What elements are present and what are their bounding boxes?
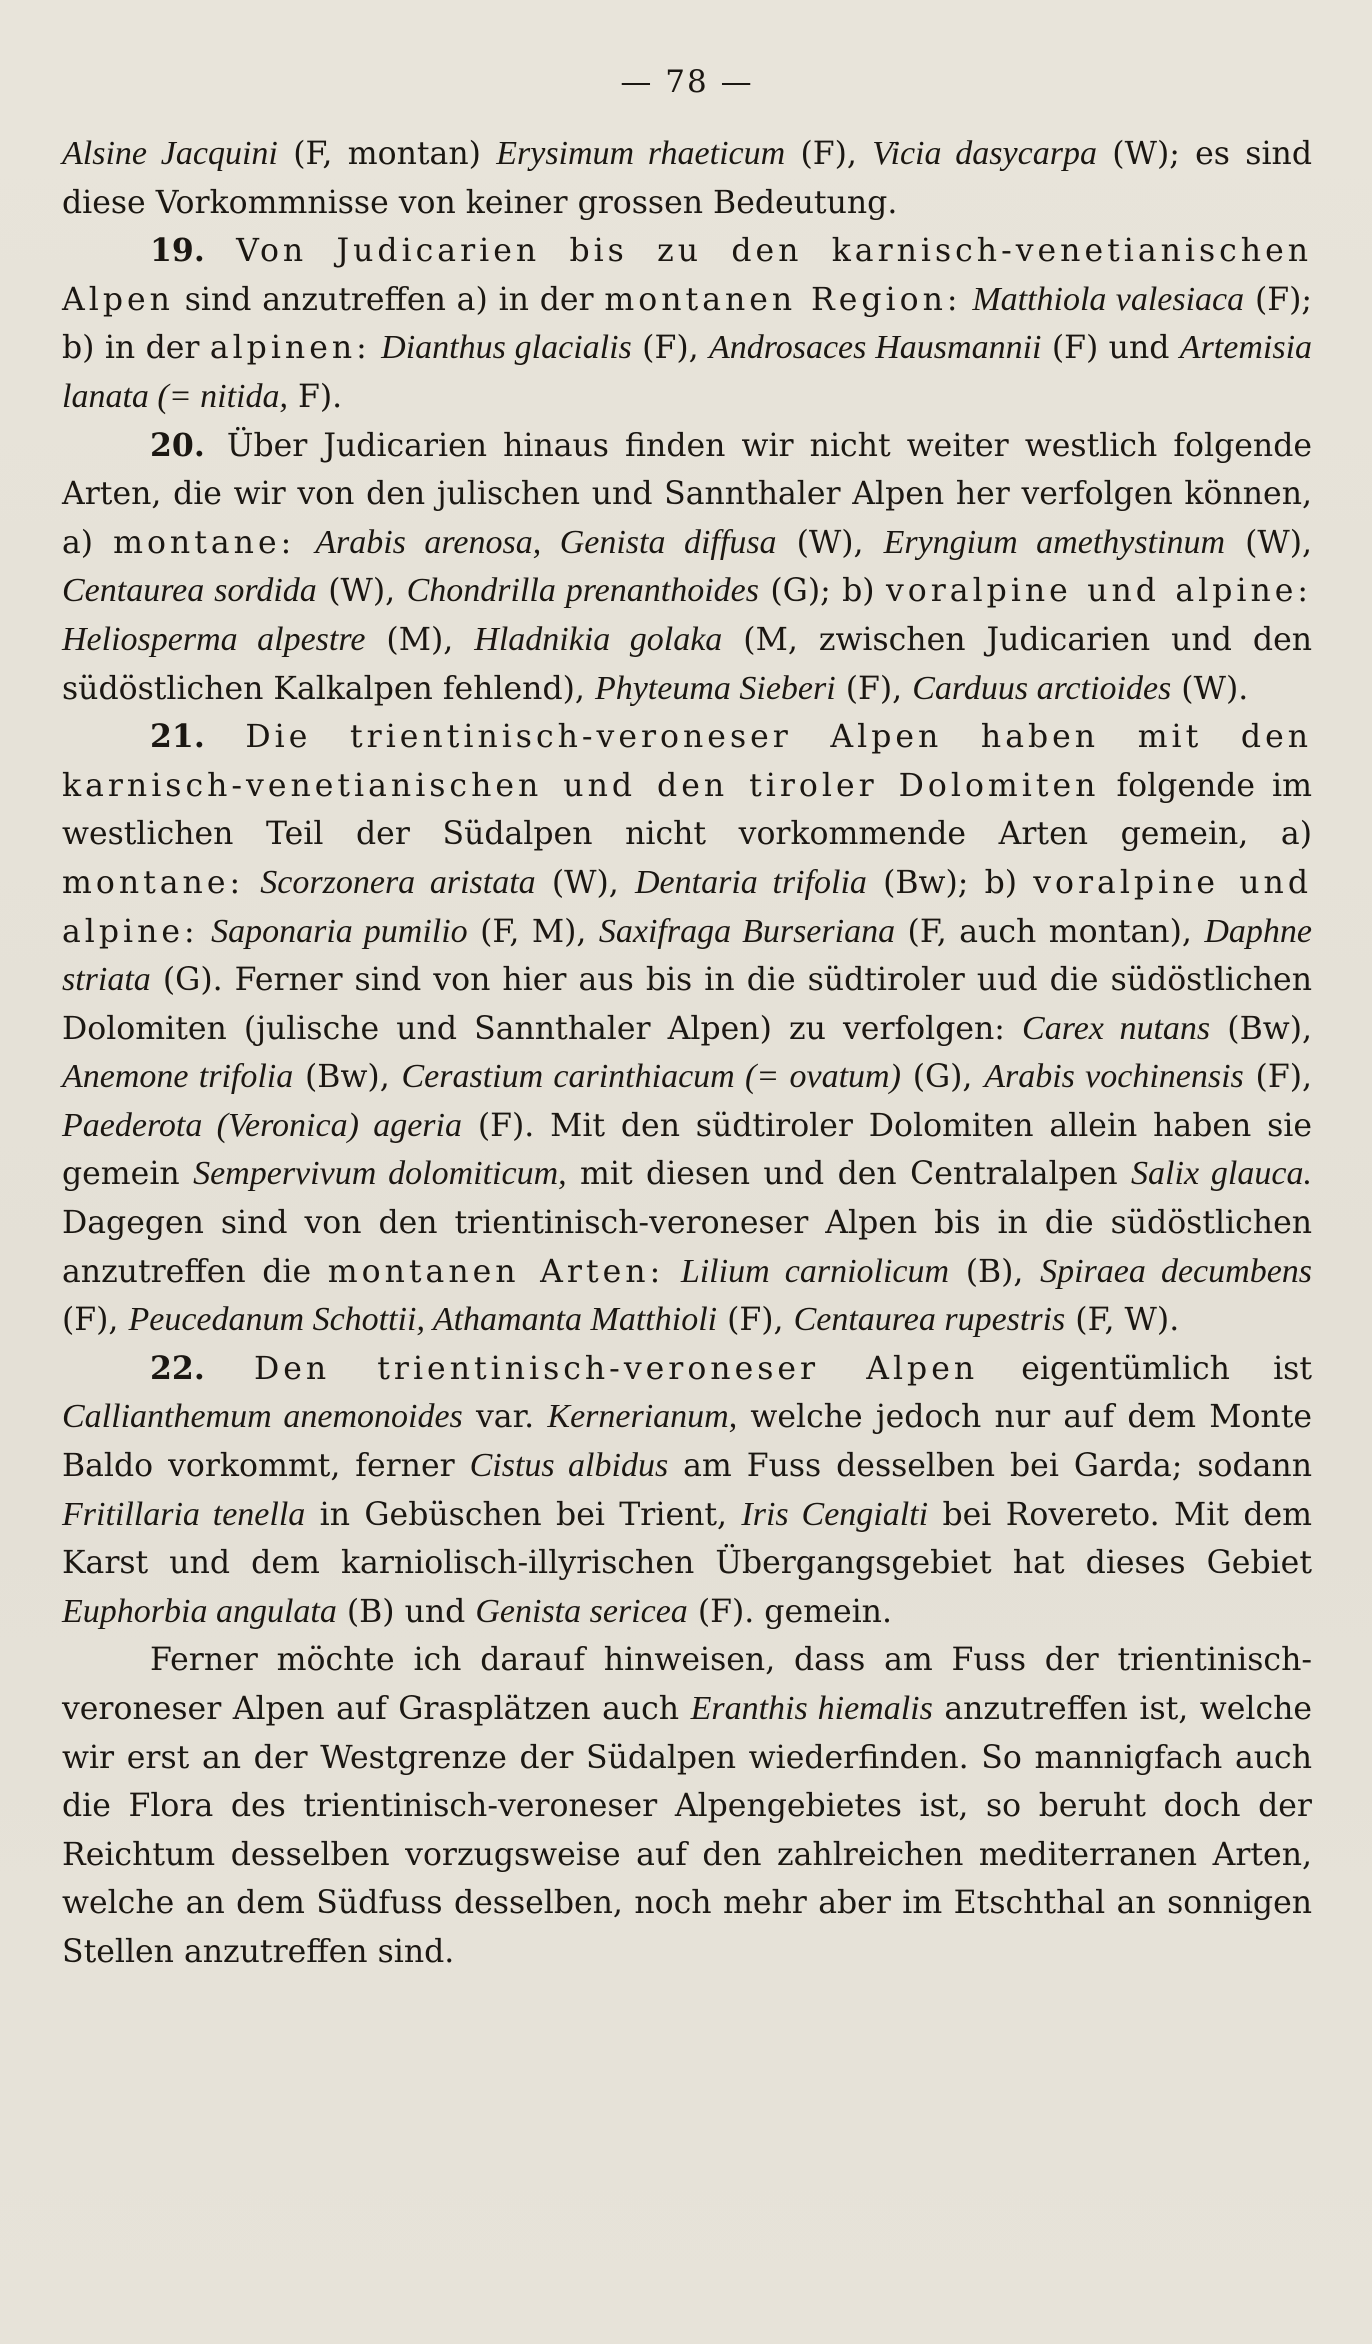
paragraph-22: 22. Den trientinisch-veroneser Alpen eigentümlich ist Callianthemum anemonoides var. Kernerianum, welche jedoch nur auf dem Monte Baldo vorkommt, ferner Cistus albidus am Fuss desselben bei Garda; sodann Fritillaria tenella in Gebüschen bei Trient, Iris Cengialti bei Rovereto. Mit dem Karst und dem karniolisch-illyrischen Übergangsgebiet hat dieses Gebiet Euphorbia angulata (B) und Genista sericea (F). gemein. — [62, 1349, 1313, 1630]
section-number: 22. — [150, 1349, 205, 1387]
paragraph-closing: Ferner möchte ich darauf hinweisen, dass am Fuss der trientinisch-veroneser Alpen auf Grasplätzen auch Eranthis hiemalis anzutreffen ist, welche wir erst an der Westgrenze der Südalpen wiederfinden. So mannigfach auch die Flora des trientinisch-veroneser Alpengebietes ist, so beruht doch der Reichtum desselben vorzugsweise auf den zahlreichen mediterranen Arten, welche an dem Südfuss desselben, noch mehr aber im Etschthal an sonnigen Stellen anzutreffen sind. — [62, 1642, 1313, 1970]
paragraph-21: 21. Die trientinisch-veroneser Alpen haben mit den karnisch-venetianischen und den tiroler Dolomiten folgende im westlichen Teil der Südalpen nicht vorkommende Arten gemein, a) montane: Scorzonera aristata (W), Dentaria trifolia (Bw); b) voralpine und alpine: Saponaria pumilio (F, M), Saxifraga Burseriana (F, auch montan), Daphne striata (G). Ferner sind von hier aus bis in die südtiroler uud die südöstlichen Dolomiten (julische und Sannthaler Alpen) zu verfolgen: Carex nutans (Bw), Anemone trifolia (Bw), Cerastium carinthiacum (= ovatum) (G), Arabis vochinensis (F), Paederota (Veronica) ageria (F). Mit den südtiroler Dolomiten allein haben sie gemein Sempervivum dolomiticum, mit diesen und den Centralalpen Salix glauca. Dagegen sind von den trientinisch-veroneser Alpen bis in die südöstlichen anzutreffen die montanen Arten: Lilium carniolicum (B), Spiraea decumbens (F), Peucedanum Schottii, Athamanta Matthioli (F), Centaurea rupestris (F, W). — [62, 718, 1313, 1339]
page-number: — 78 — — [620, 64, 754, 100]
section-number: 20. — [150, 426, 205, 464]
body-text — [62, 130, 1312, 1977]
paragraph-continuation: Alsine Jacquini (F, montan) Erysimum rhaeticum (F), Vicia dasycarpa (W); es sind diese Vorkommnisse von keiner grossen Bedeutung. — [62, 135, 1312, 221]
paragraph-20: 20. Über Judicarien hinaus finden wir nicht weiter westlich folgende Arten, die wir von den julischen und Sannthaler Alpen her verfolgen können, a) montane: Arabis arenosa, Genista diffusa (W), Eryngium amethystinum (W), Centaurea sordida (W), Chondrilla prenanthoides (G); b) voralpine und alpine: Heliosperma alpestre (M), Hladnikia golaka (M, zwischen Judicarien und den südöstlichen Kalkalpen fehlend), Phyteuma Sieberi (F), Carduus arctioides (W). — [62, 426, 1313, 707]
section-number: 21. — [150, 718, 205, 756]
paragraph-19: 19. Von Judicarien bis zu den karnisch-venetianischen Alpen sind anzutreffen a) in der montanen Region: Matthiola valesiaca (F); b) in der alpinen: Dianthus glacialis (F), Androsaces Hausmannii (F) und Artemisia lanata (= nitida, F). — [62, 232, 1313, 415]
section-number: 19. — [150, 232, 205, 270]
